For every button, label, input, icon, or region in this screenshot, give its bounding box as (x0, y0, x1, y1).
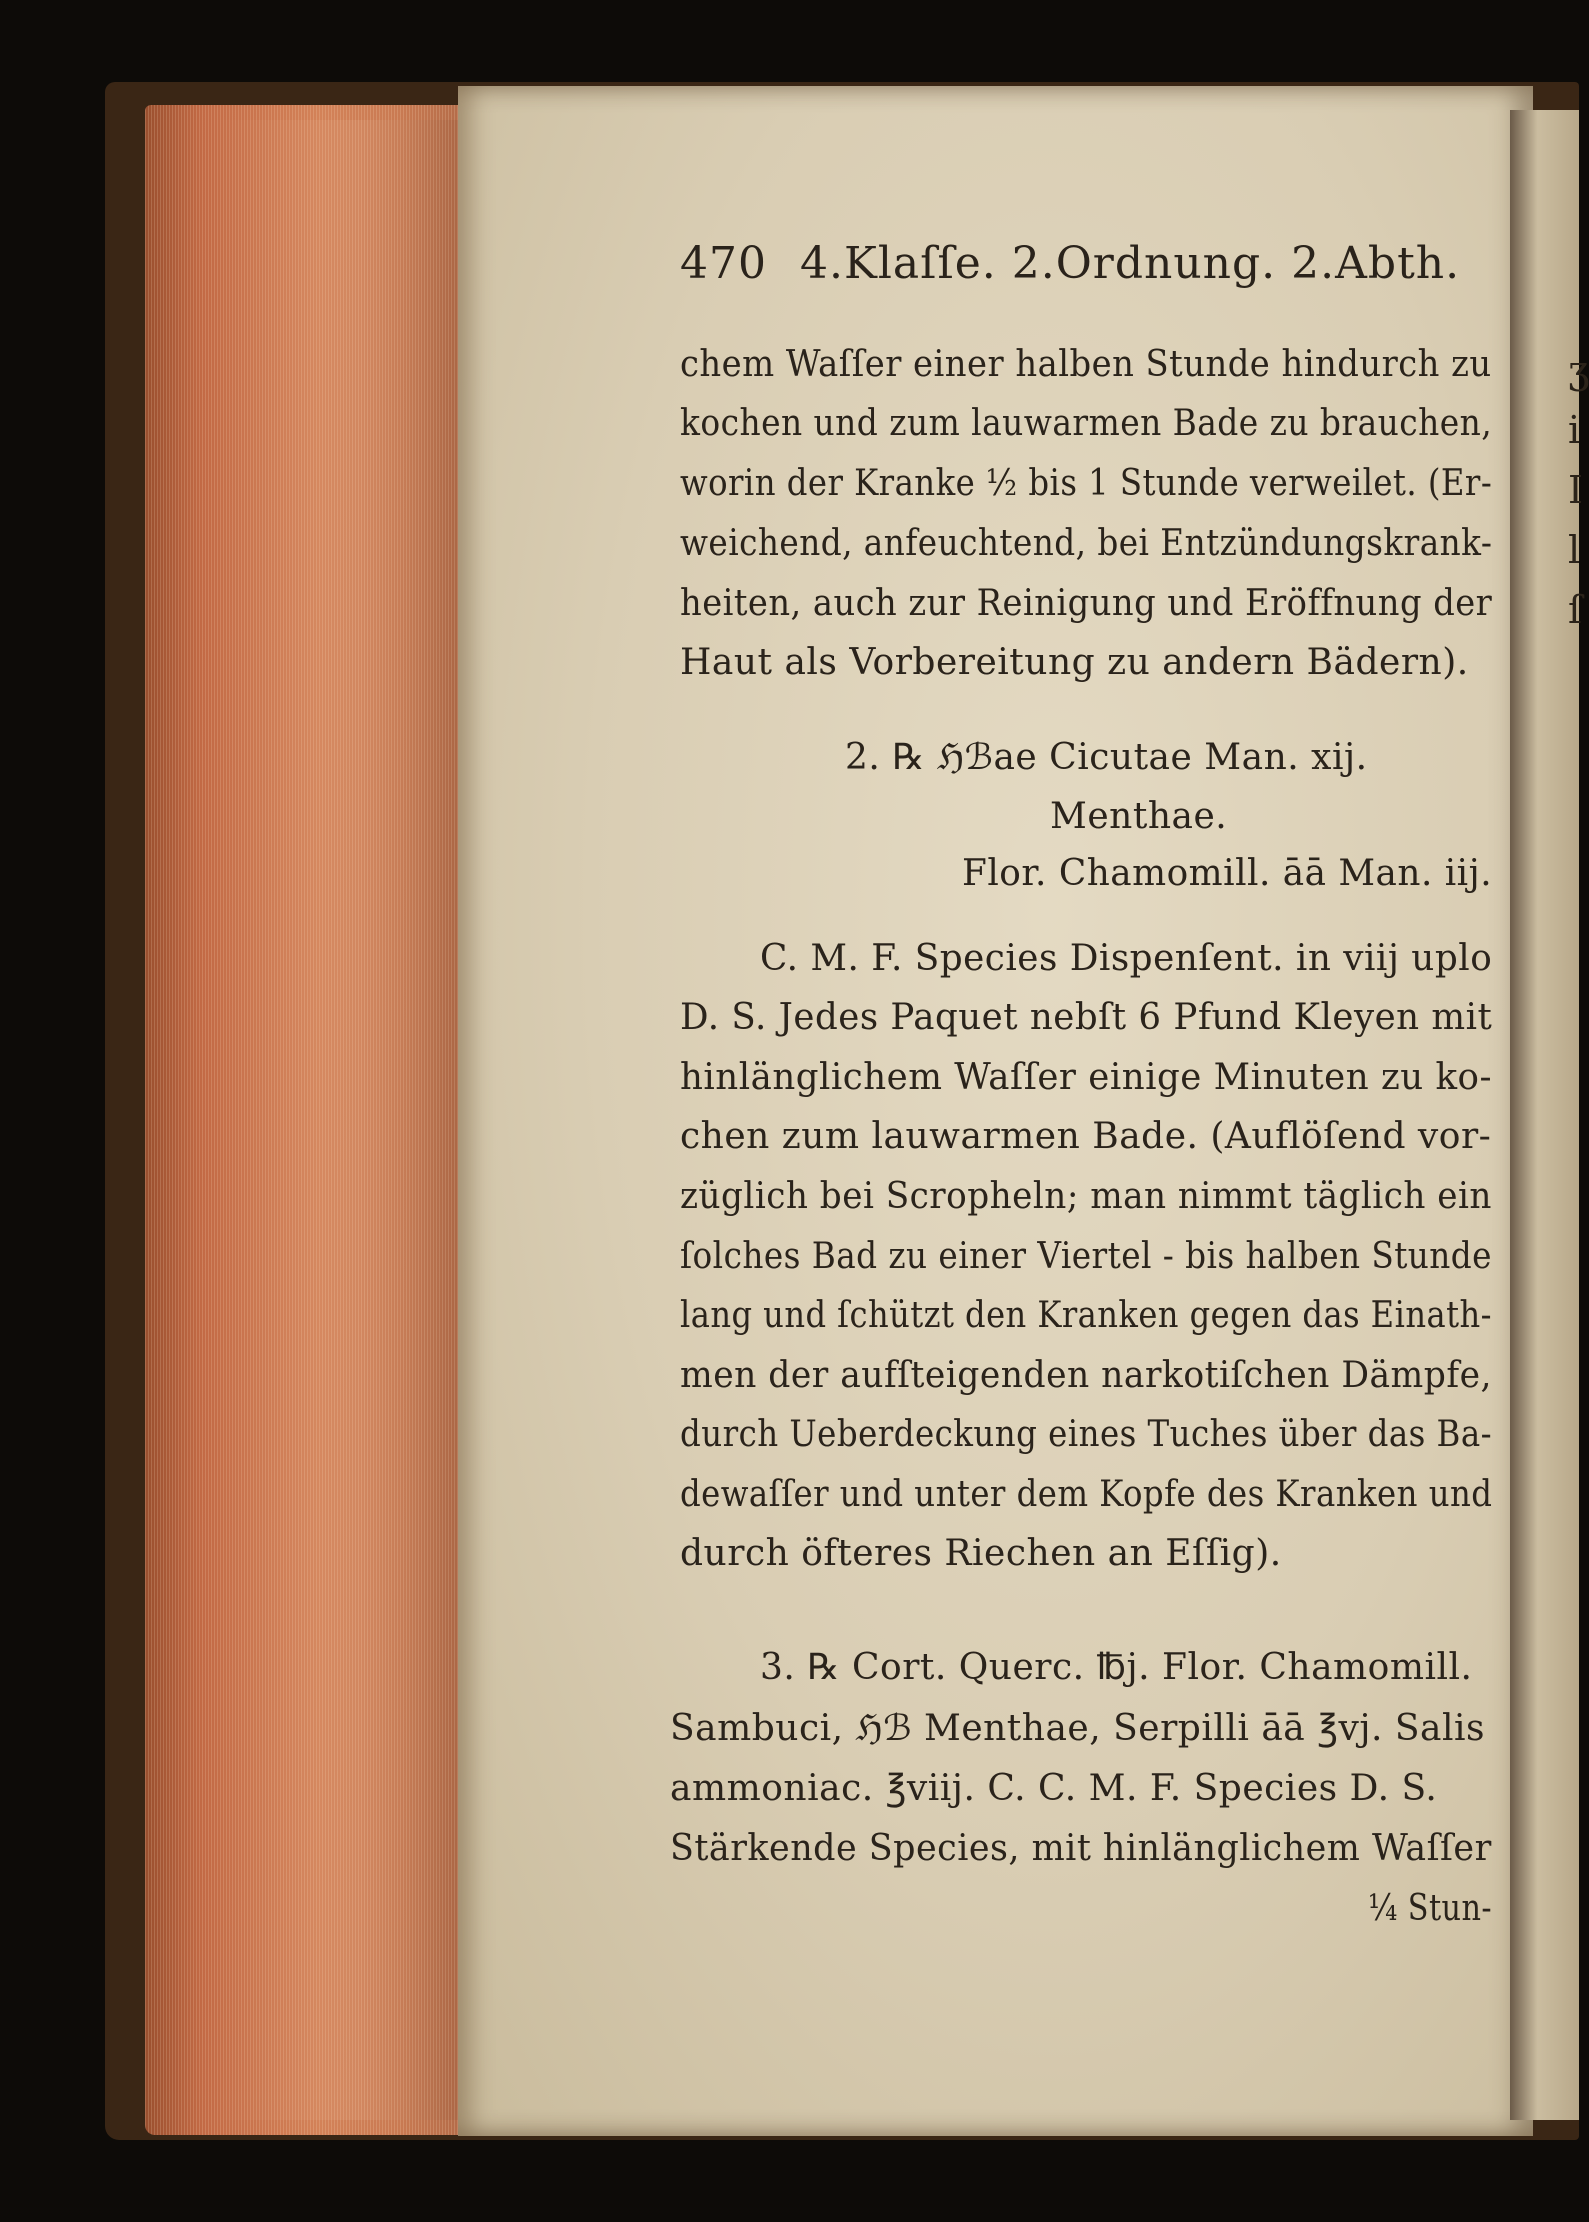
fragment: ʒ (1568, 348, 1589, 392)
running-title: 4.Klaſſe. 2.Ordnung. 2.Abth. (800, 238, 1461, 289)
next-page-fragments (1568, 340, 1589, 640)
text-line: worin der Kranke ½ bis 1 Stunde verweilet. (Er- (680, 463, 1493, 504)
text-line: heiten, auch zur Reinigung und Eröffnung der (680, 583, 1493, 624)
text-line: Haut als Vorbereitung zu andern Bädern). (680, 642, 1469, 683)
text-line: durch Ueberdeckung eines Tuches über das Ba- (680, 1414, 1493, 1455)
text-line: ammoniac. ℥viij. C. C. M. F. Species D. S. (670, 1768, 1438, 1809)
text-line: C. M. F. Species Dispenſent. in viij uplo (760, 938, 1493, 979)
text-line: ſolches Bad zu einer Viertel - bis halben Stunde (680, 1236, 1492, 1277)
page-number: 470 (680, 238, 767, 289)
text-line: dewaſſer und unter dem Kopfe des Kranken und (680, 1474, 1493, 1515)
text-line: chen zum lauwarmen Bade. (Auflöſend vor- (680, 1116, 1492, 1157)
text-line: 3. ℞ Cort. Querc. ℔j. Flor. Chamomill. (760, 1647, 1473, 1688)
recipe-line: Menthae. (1050, 796, 1228, 837)
text-line: Sambuci, ℌℬ Menthae, Serpilli āā ℥vj. Salis (670, 1708, 1486, 1749)
text-line: D. S. Jedes Paquet nebſt 6 Pfund Kleyen mit (680, 997, 1493, 1038)
text-line: weichend, anfeuchtend, bei Entzündungskrank- (680, 523, 1493, 564)
text-line: kochen und zum lauwarmen Bade zu brauchen, (680, 403, 1493, 444)
text-line: chem Waſſer einer halben Stunde hindurch zu (680, 344, 1492, 385)
page-edges-highlight (210, 120, 460, 2120)
fragment: I (1568, 468, 1584, 512)
text-line: Stärkende Species, mit hinlänglichem Waſſer (670, 1828, 1492, 1869)
catchword: ¼ Stun- (1368, 1888, 1493, 1929)
recipe-line: Flor. Chamomill. āā Man. iij. (962, 853, 1493, 894)
recipe-line: 2. ℞ ℌℬae Cicutae Man. xij. (845, 737, 1368, 778)
fragment: ſ (1568, 588, 1583, 632)
text-line: men der aufſteigenden narkotiſchen Dämpfe, (680, 1355, 1492, 1396)
text-line: lang und ſchützt den Kranken gegen das Einath- (680, 1295, 1492, 1336)
text-line: durch öfteres Riechen an Eſſig). (680, 1533, 1282, 1574)
fragment: l (1568, 528, 1581, 572)
text-line: züglich bei Scropheln; man nimmt täglich ein (680, 1176, 1492, 1217)
text-line: hinlänglichem Waſſer einige Minuten zu ko- (680, 1057, 1492, 1098)
fragment: i (1568, 408, 1581, 452)
